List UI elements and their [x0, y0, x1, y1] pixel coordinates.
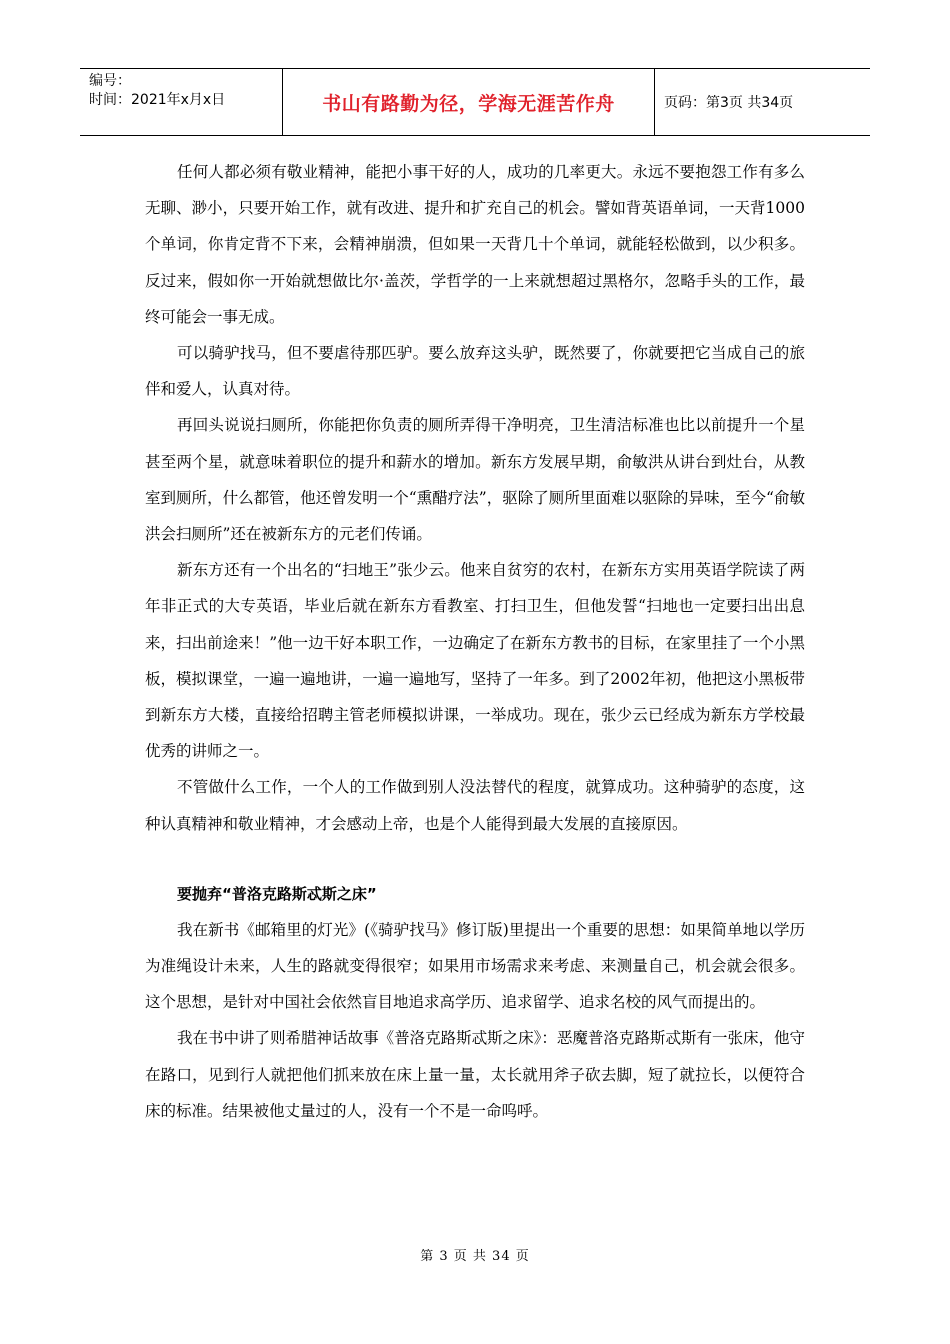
- header-motto: 书山有路勤为径，学海无涯苦作舟: [283, 69, 655, 135]
- page-footer: 第 3 页 共 34 页: [420, 1249, 530, 1264]
- body-paragraph: 不管做什么工作，一个人的工作做到别人没法替代的程度，就算成功。这种骑驴的态度，这种认真精神和敬业精神，才会感动上帝，也是个人能得到最大发展的直接原因。: [145, 778, 805, 833]
- section-paragraph: 我在书中讲了则希腊神话故事《普洛克路斯忒斯之床》：恶魔普洛克路斯忒斯有一张床，他守在路口，见到行人就把他们抓来放在床上量一量，太长就用斧子砍去脚，短了就拉长，以便符合床的标准。结果被他丈量过的人，没有一个不是一命呜呼。: [145, 1029, 805, 1120]
- section-paragraph: 我在新书《邮箱里的灯光》(《骑驴找马》修订版)里提出一个重要的思想：如果简单地以学历为准绳设计未来，人生的路就变得很窄；如果用市场需求来考虑、来测量自己，机会就会很多。这个思想，是针对中国社会依然盲目地追求高学历、追求留学、追求名校的风气而提出的。: [145, 920, 805, 1012]
- document-header: [80, 68, 870, 136]
- section-title: 要抛弃“普洛克路斯忒斯之床”: [177, 884, 377, 903]
- header-meta: [80, 69, 283, 135]
- header-page-label: 页码：第3页 共34页: [664, 95, 794, 111]
- body-paragraph: 再回头说说扫厕所，你能把你负责的厕所弄得干净明亮，卫生清洁标准也比以前提升一个星甚至两个星，就意味着职位的提升和薪水的增加。新东方发展早期，俞敏洪从讲台到灶台，从教室到厕所，什么都管，他还曾发明一个“熏醋疗法”，驱除了厕所里面难以驱除的异味，至今“俞敏洪会扫厕所”还在被新东方的元老们传诵。: [145, 416, 805, 544]
- document-body: [145, 154, 805, 1129]
- body-paragraph: 任何人都必须有敬业精神，能把小事干好的人，成功的几率更大。永远不要抱怨工作有多么无聊、渺小，只要开始工作，就有改进、提升和扩充自己的机会。譬如背英语单词，一天背1000个单词，你肯定背不下来，会精神崩溃，但如果一天背几十个单词，就能轻松做到，以少积多。反过来，假如你一开始就想做比尔·盖茨，学哲学的一上来就想超过黑格尔，忽略手头的工作，最终可能会一事无成。: [145, 163, 805, 326]
- body-paragraph: 可以骑驴找马，但不要虐待那匹驴。要么放弃这头驴，既然要了，你就要把它当成自己的旅伴和爱人，认真对待。: [145, 344, 805, 399]
- body-paragraph: 新东方还有一个出名的“扫地王”张少云。他来自贫穷的农村，在新东方实用英语学院读了两年非正式的大专英语，毕业后就在新东方看教室、打扫卫生，但他发誓“扫地也一定要扫出出息来，扫出前途来！”他一边干好本职工作，一边确定了在新东方教书的目标，在家里挂了一个小黑板，模拟课堂，一遍一遍地讲，一遍一遍地写，坚持了一年多。到了2002年初，他把这小黑板带到新东方大楼，直接给招聘主管老师模拟讲课，一举成功。现在，张少云已经成为新东方学校最优秀的讲师之一。: [145, 561, 805, 761]
- time-label: 时间：2021年x月x日: [89, 92, 226, 108]
- number-label: 编号：: [89, 73, 131, 89]
